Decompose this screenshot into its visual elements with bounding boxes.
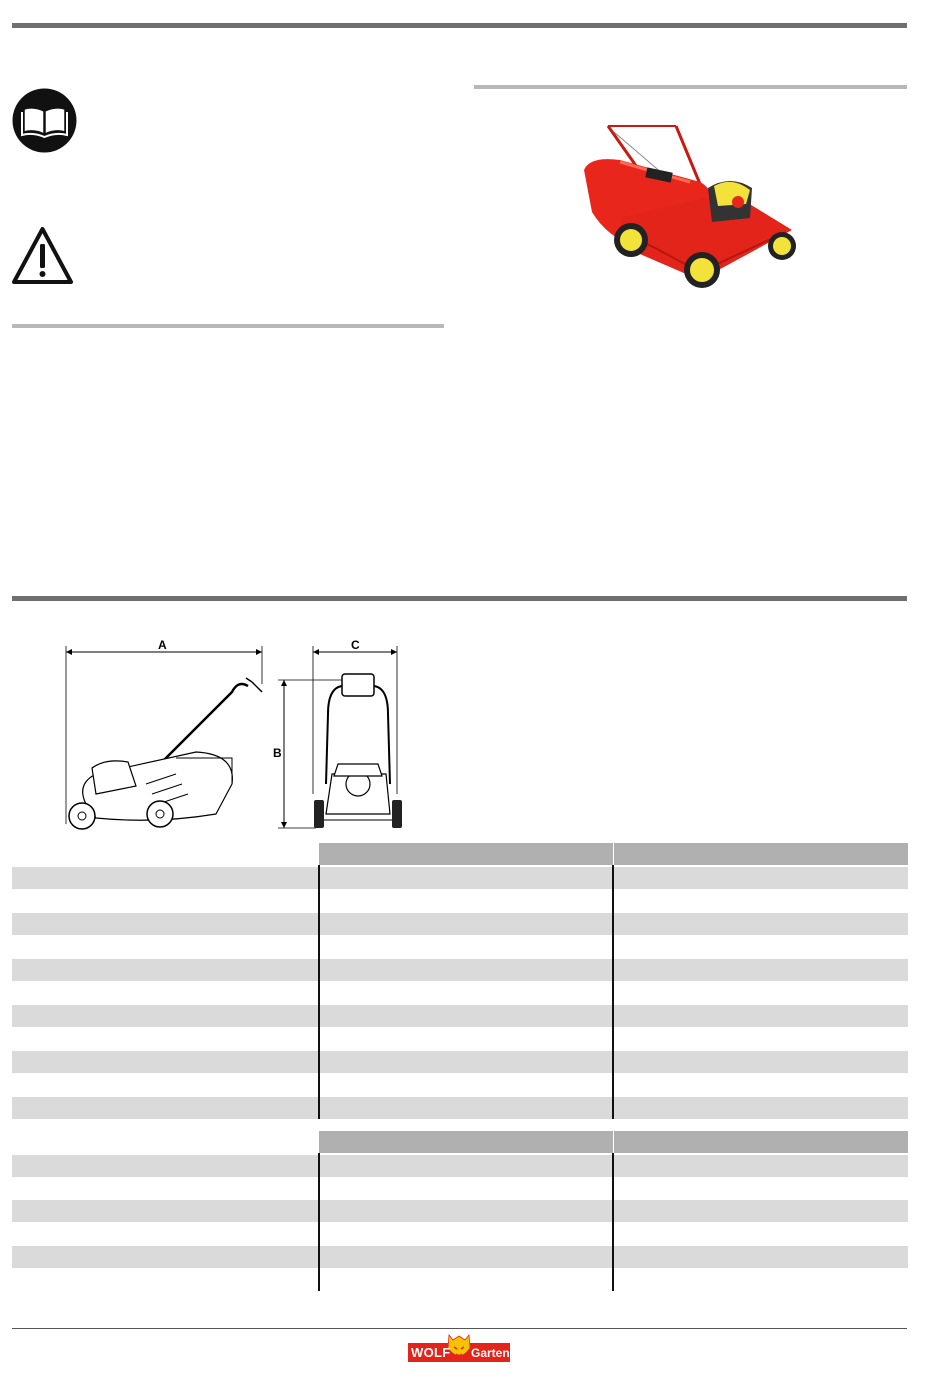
- warning-triangle-icon: [11, 226, 74, 286]
- right-section-rule: [474, 85, 907, 89]
- dimension-b-label: B: [273, 746, 282, 760]
- table1-divider-1: [318, 865, 320, 1119]
- table-row: [12, 913, 908, 935]
- wolf-garten-logo: [408, 1334, 510, 1364]
- table1-header-col2: [614, 843, 908, 865]
- table-row: [12, 867, 908, 889]
- table-row: [12, 1051, 908, 1073]
- table-row: [12, 1200, 908, 1222]
- table-row: [12, 959, 908, 981]
- top-rule: [12, 23, 907, 28]
- dimension-a-label: A: [158, 638, 167, 652]
- table-row: [12, 1097, 908, 1119]
- table1-divider-2: [612, 865, 614, 1119]
- table2-header-col1: [319, 1131, 613, 1153]
- book-icon: [12, 88, 77, 153]
- logo-text-wolf: WOLF: [411, 1345, 451, 1360]
- table-row: [12, 1155, 908, 1177]
- logo-text-garten: Garten: [471, 1346, 510, 1360]
- table-row: [12, 1246, 908, 1268]
- technical-section-rule: [12, 596, 907, 601]
- dimension-c-label: C: [351, 638, 360, 652]
- footer-rule: [12, 1328, 907, 1329]
- table-row: [12, 1005, 908, 1027]
- mower-dimension-diagram: [56, 634, 406, 834]
- table2-divider-1: [318, 1153, 320, 1291]
- left-section-rule: [12, 324, 444, 328]
- table2-header-col2: [614, 1131, 908, 1153]
- table1-header-col1: [319, 843, 613, 865]
- table2-divider-2: [612, 1153, 614, 1291]
- lawn-mower-photo: [580, 122, 802, 294]
